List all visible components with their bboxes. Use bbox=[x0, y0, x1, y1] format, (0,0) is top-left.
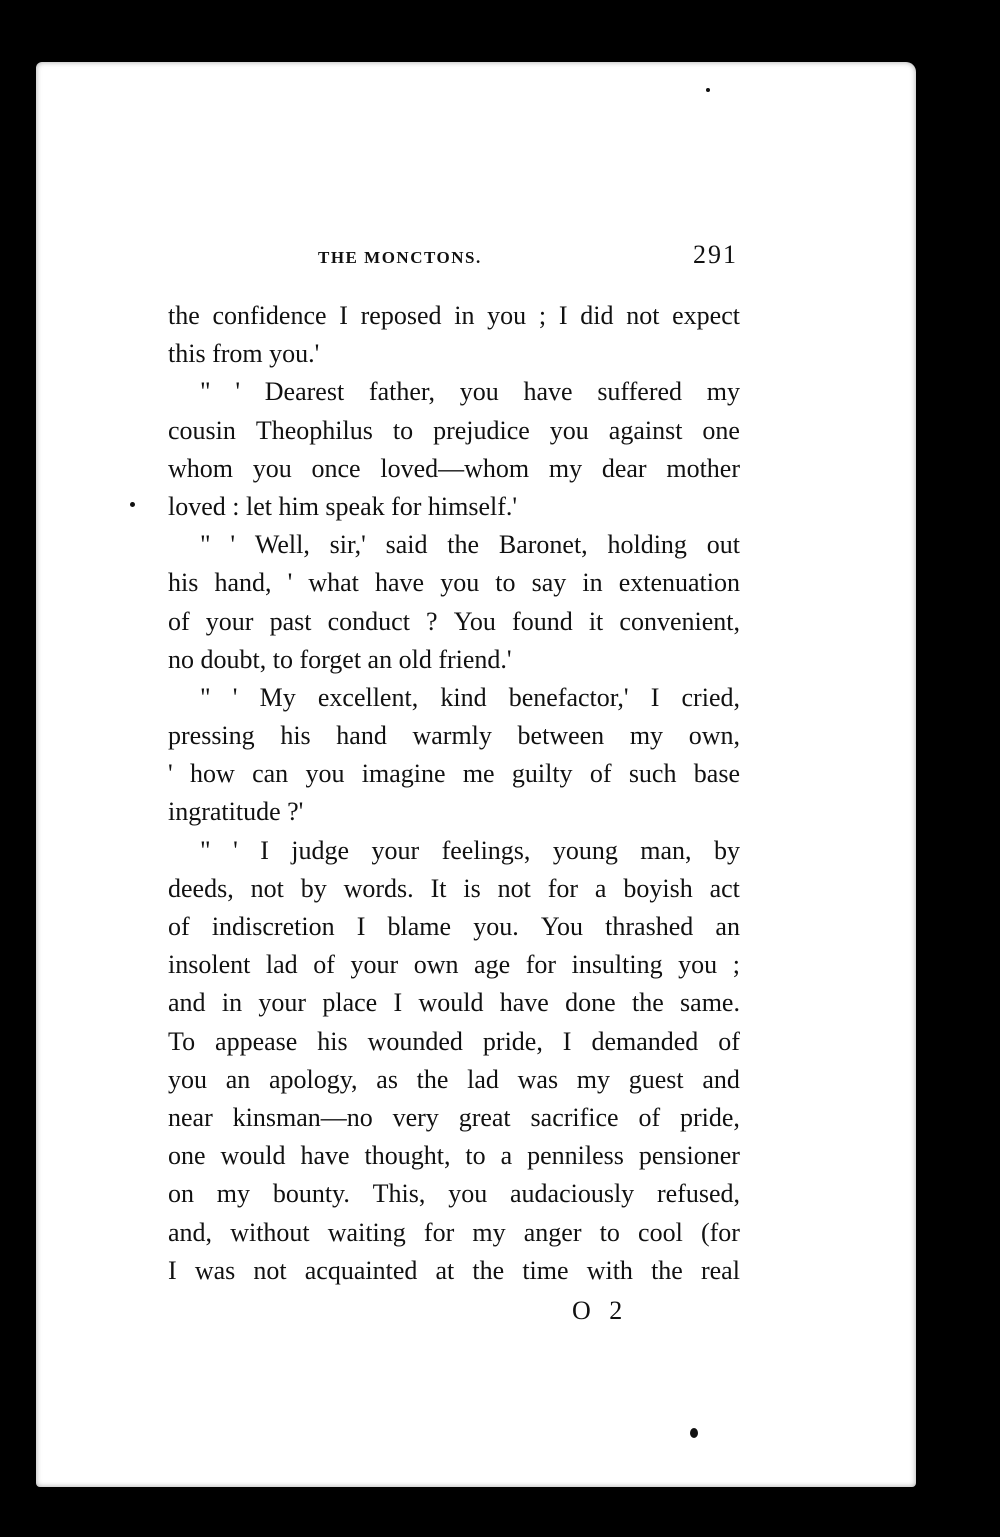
signature-mark: O 2 bbox=[572, 1296, 629, 1325]
text-line: and in your place I would have done the same. bbox=[168, 988, 740, 1018]
page-header bbox=[318, 240, 738, 276]
text-line: pressing his hand warmly between my own, bbox=[168, 721, 740, 751]
text-line: " ' My excellent, kind benefactor,' I cried, bbox=[200, 682, 740, 712]
text-line: ' how can you imagine me guilty of such base bbox=[168, 759, 740, 789]
text-line: and, without waiting for my anger to cool (for bbox=[168, 1217, 740, 1247]
body-text bbox=[168, 297, 740, 1290]
text-line: of indiscretion I blame you. You thrashed an bbox=[168, 912, 740, 941]
text-line: " ' Dearest father, you have suffered my bbox=[200, 377, 740, 407]
text-line: this from you.' bbox=[168, 339, 320, 369]
text-line: I was not acquainted at the time with the real bbox=[168, 1255, 740, 1285]
text-line: near kinsman—no very great sacrifice of pride, bbox=[168, 1102, 740, 1132]
text-line: whom you once loved—whom my dear mother bbox=[168, 453, 740, 483]
text-line: on my bounty. This, you audaciously refused, bbox=[168, 1179, 740, 1209]
ink-speck bbox=[706, 88, 710, 92]
text-line: one would have thought, to a penniless pensioner bbox=[168, 1141, 740, 1171]
running-head: THE MONCTONS. bbox=[318, 248, 482, 267]
text-line: cousin Theophilus to prejudice you against one bbox=[168, 415, 740, 445]
text-line: ingratitude ?' bbox=[168, 797, 304, 827]
ink-speck bbox=[130, 502, 135, 507]
text-line: no doubt, to forget an old friend.' bbox=[168, 644, 512, 674]
text-line: you an apology, as the lad was my guest and bbox=[168, 1064, 740, 1094]
ink-speck bbox=[690, 1428, 698, 1438]
text-line: insolent lad of your own age for insulting you ; bbox=[168, 950, 740, 980]
text-line: deeds, not by words. It is not for a boyish act bbox=[168, 873, 740, 903]
text-line: the confidence I reposed in you ; I did not expect bbox=[168, 301, 740, 330]
text-line: To appease his wounded pride, I demanded of bbox=[168, 1026, 740, 1056]
text-line: of your past conduct ? You found it convenient, bbox=[168, 606, 740, 636]
page-number: 291 bbox=[693, 240, 738, 269]
text-line: " ' I judge your feelings, young man, by bbox=[200, 835, 740, 865]
text-line: loved : let him speak for himself.' bbox=[168, 491, 518, 521]
text-line: " ' Well, sir,' said the Baronet, holding out bbox=[200, 530, 740, 560]
text-line: his hand, ' what have you to say in extenuation bbox=[168, 568, 740, 598]
